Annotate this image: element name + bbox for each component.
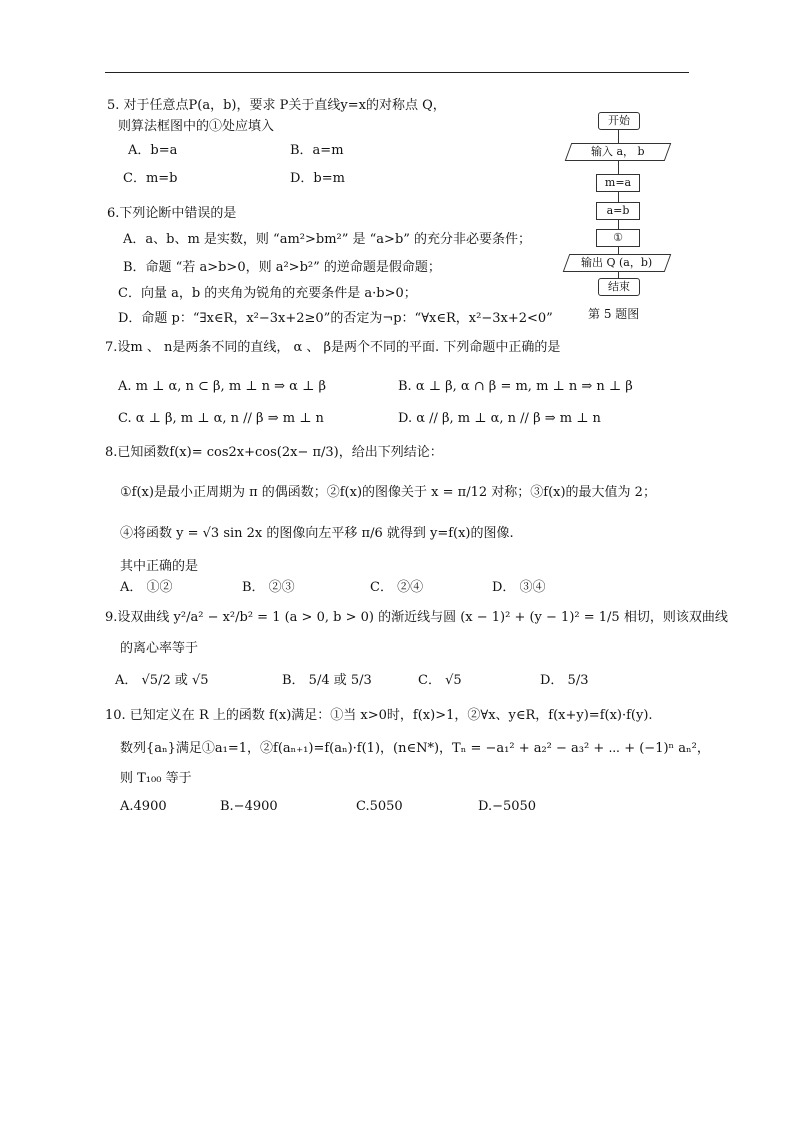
flowchart-arrow <box>618 191 619 202</box>
q8-line2: ④将函数 y = √3 sin 2x 的图像向左平移 π/6 就得到 y=f(x)的图像. <box>120 526 514 541</box>
q6-option-c: C．向量 a，b 的夹角为锐角的充要条件是 a·b>0； <box>118 286 417 301</box>
flowchart-arrow <box>618 129 619 143</box>
q8-line3: 其中正确的是 <box>120 559 199 574</box>
q6-option-b: B．命题 “若 a>b>0，则 a²>b²” 的逆命题是假命题； <box>123 260 441 275</box>
flowchart-output <box>563 254 672 272</box>
flowchart-arrow <box>618 246 619 254</box>
q9-option-b: B． 5/4 或 5/3 <box>282 673 372 688</box>
q5-option-c: C．m=b <box>123 171 178 186</box>
flowchart-output-label: 输出 Q (a，b) <box>581 256 653 269</box>
q10-line3: 则 T₁₀₀ 等于 <box>120 771 192 786</box>
q10-option-a: A.4900 <box>120 799 167 814</box>
q10-title: 10. 已知定义在 R 上的函数 f(x)满足：①当 x>0时，f(x)>1，②∀x、y∈R，f(x+y)=f(x)·f(y). <box>105 708 653 723</box>
q5-option-b: B．a=m <box>290 143 344 158</box>
q8-line1: ①f(x)是最小正周期为 π 的偶函数；②f(x)的图像关于 x = π/12 对称；③f(x)的最大值为 2； <box>120 485 656 500</box>
flowchart-arrow <box>618 160 619 174</box>
q7-title: 7.设m 、 n是两条不同的直线， α 、 β是两个不同的平面. 下列命题中正确的是 <box>105 340 561 355</box>
flowchart-caption: 第 5 题图 <box>588 307 640 321</box>
q5-line1: 5. 对于任意点P(a，b)，要求 P关于直线y=x的对称点 Q， <box>107 98 446 113</box>
q5-option-d: D．b=m <box>290 171 345 186</box>
flowchart-input <box>565 143 672 161</box>
q6-option-a: A．a、b、m 是实数，则 “am²>bm²” 是 “a>b” 的充分非必要条件； <box>123 232 532 247</box>
flowchart-end: 结束 <box>598 278 640 296</box>
header-rule <box>105 72 689 73</box>
q9-line2: 的离心率等于 <box>120 641 199 656</box>
q10-line2: 数列{aₙ}满足①a₁=1，②f(aₙ₊₁)=f(aₙ)·f(1)，(n∈N*)，Tₙ = −a₁² + a₂² − a₃² + ⋯ + (−1)ⁿ aₙ²， <box>120 741 710 756</box>
q6-option-d: D．命题 p：“∃x∈R，x²−3x+2≥0”的否定为¬p：“∀x∈R，x²−3x+2<0” <box>118 311 553 326</box>
q10-option-b: B.−4900 <box>220 799 278 814</box>
q9-option-d: D． 5/3 <box>540 673 589 688</box>
q8-title: 8.已知函数f(x)= cos2x+cos(2x− π/3)，给出下列结论： <box>105 445 443 460</box>
flowchart-arrow <box>618 271 619 278</box>
q7-option-b: B. α ⊥ β, α ∩ β = m, m ⊥ n ⇒ n ⊥ β <box>398 379 633 394</box>
q9-option-a: A． √5/2 或 √5 <box>115 673 209 688</box>
q8-option-a: A． ①② <box>120 580 173 595</box>
flowchart-input-label: 输入 a， b <box>591 145 645 158</box>
q10-option-c: C.5050 <box>356 799 403 814</box>
q7-option-a: A. m ⊥ α, n ⊂ β, m ⊥ n ⇒ α ⊥ β <box>118 379 326 394</box>
flowchart-step-a: a=b <box>596 202 640 220</box>
q7-option-d: D. α // β, m ⊥ α, n // β ⇒ m ⊥ n <box>398 411 601 426</box>
flowchart-arrow <box>618 219 619 229</box>
flowchart-start: 开始 <box>598 112 640 130</box>
flowchart-step-m: m=a <box>596 174 640 192</box>
q8-option-d: D． ③④ <box>492 580 546 595</box>
q8-option-c: C． ②④ <box>370 580 424 595</box>
q9-option-c: C． √5 <box>418 673 462 688</box>
q6-title: 6.下列论断中错误的是 <box>107 206 237 221</box>
q5-option-a: A．b=a <box>128 143 178 158</box>
flowchart-step-blank: ① <box>596 229 640 247</box>
q5-line2: 则算法框图中的①处应填入 <box>118 119 275 134</box>
q7-option-c: C. α ⊥ β, m ⊥ α, n // β ⇒ m ⊥ n <box>118 411 324 426</box>
q9-title: 9.设双曲线 y²/a² − x²/b² = 1 (a > 0, b > 0) 的渐近线与圆 (x − 1)² + (y − 1)² = 1/5 相切，则该双曲线 <box>105 610 728 625</box>
q8-option-b: B． ②③ <box>242 580 295 595</box>
q10-option-d: D.−5050 <box>478 799 537 814</box>
